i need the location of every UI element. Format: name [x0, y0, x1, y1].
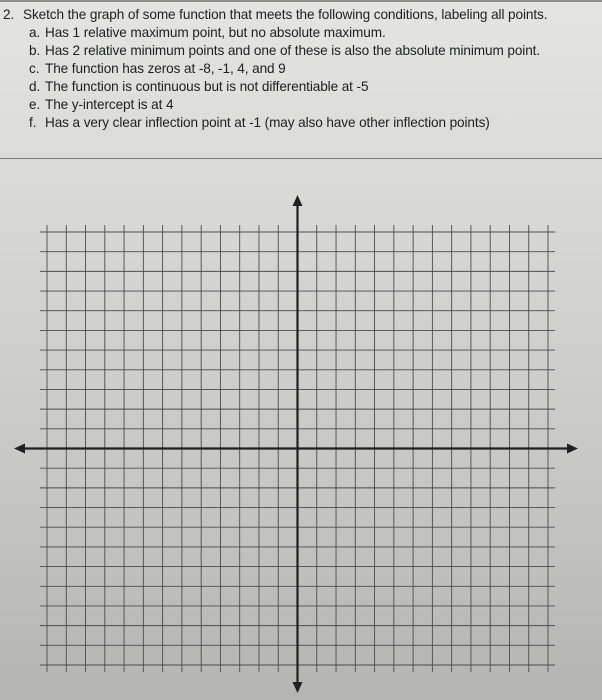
condition-text: Has 1 relative maximum point, but no absolute maximum.	[45, 25, 386, 40]
condition-letter: a.	[29, 25, 41, 40]
axes	[14, 195, 578, 693]
condition-letter: b.	[29, 43, 41, 58]
condition-text: The function is continuous but is not differentiable at -5	[45, 79, 369, 94]
condition-letter: f.	[29, 115, 37, 130]
condition-letter: d.	[29, 79, 41, 94]
y-axis-down-arrow	[293, 682, 303, 693]
condition-text: Has 2 relative minimum points and one of these is also the absolute minimum point.	[45, 43, 541, 58]
question-prompt: Sketch the graph of some function that meets the following conditions, labeling all points.	[23, 7, 548, 22]
condition-letter: e.	[29, 97, 41, 112]
y-axis-up-arrow	[293, 195, 303, 206]
condition-text: The function has zeros at -8, -1, 4, and 9	[45, 61, 286, 76]
condition-letter: c.	[29, 61, 40, 76]
condition-text: The y-intercept is at 4	[45, 97, 174, 112]
x-axis-left-arrow	[14, 444, 25, 454]
question-number: 2.	[3, 7, 15, 22]
x-axis-right-arrow	[567, 444, 578, 454]
condition-text: Has a very clear inflection point at -1 (may also have other inflection points)	[45, 115, 490, 130]
